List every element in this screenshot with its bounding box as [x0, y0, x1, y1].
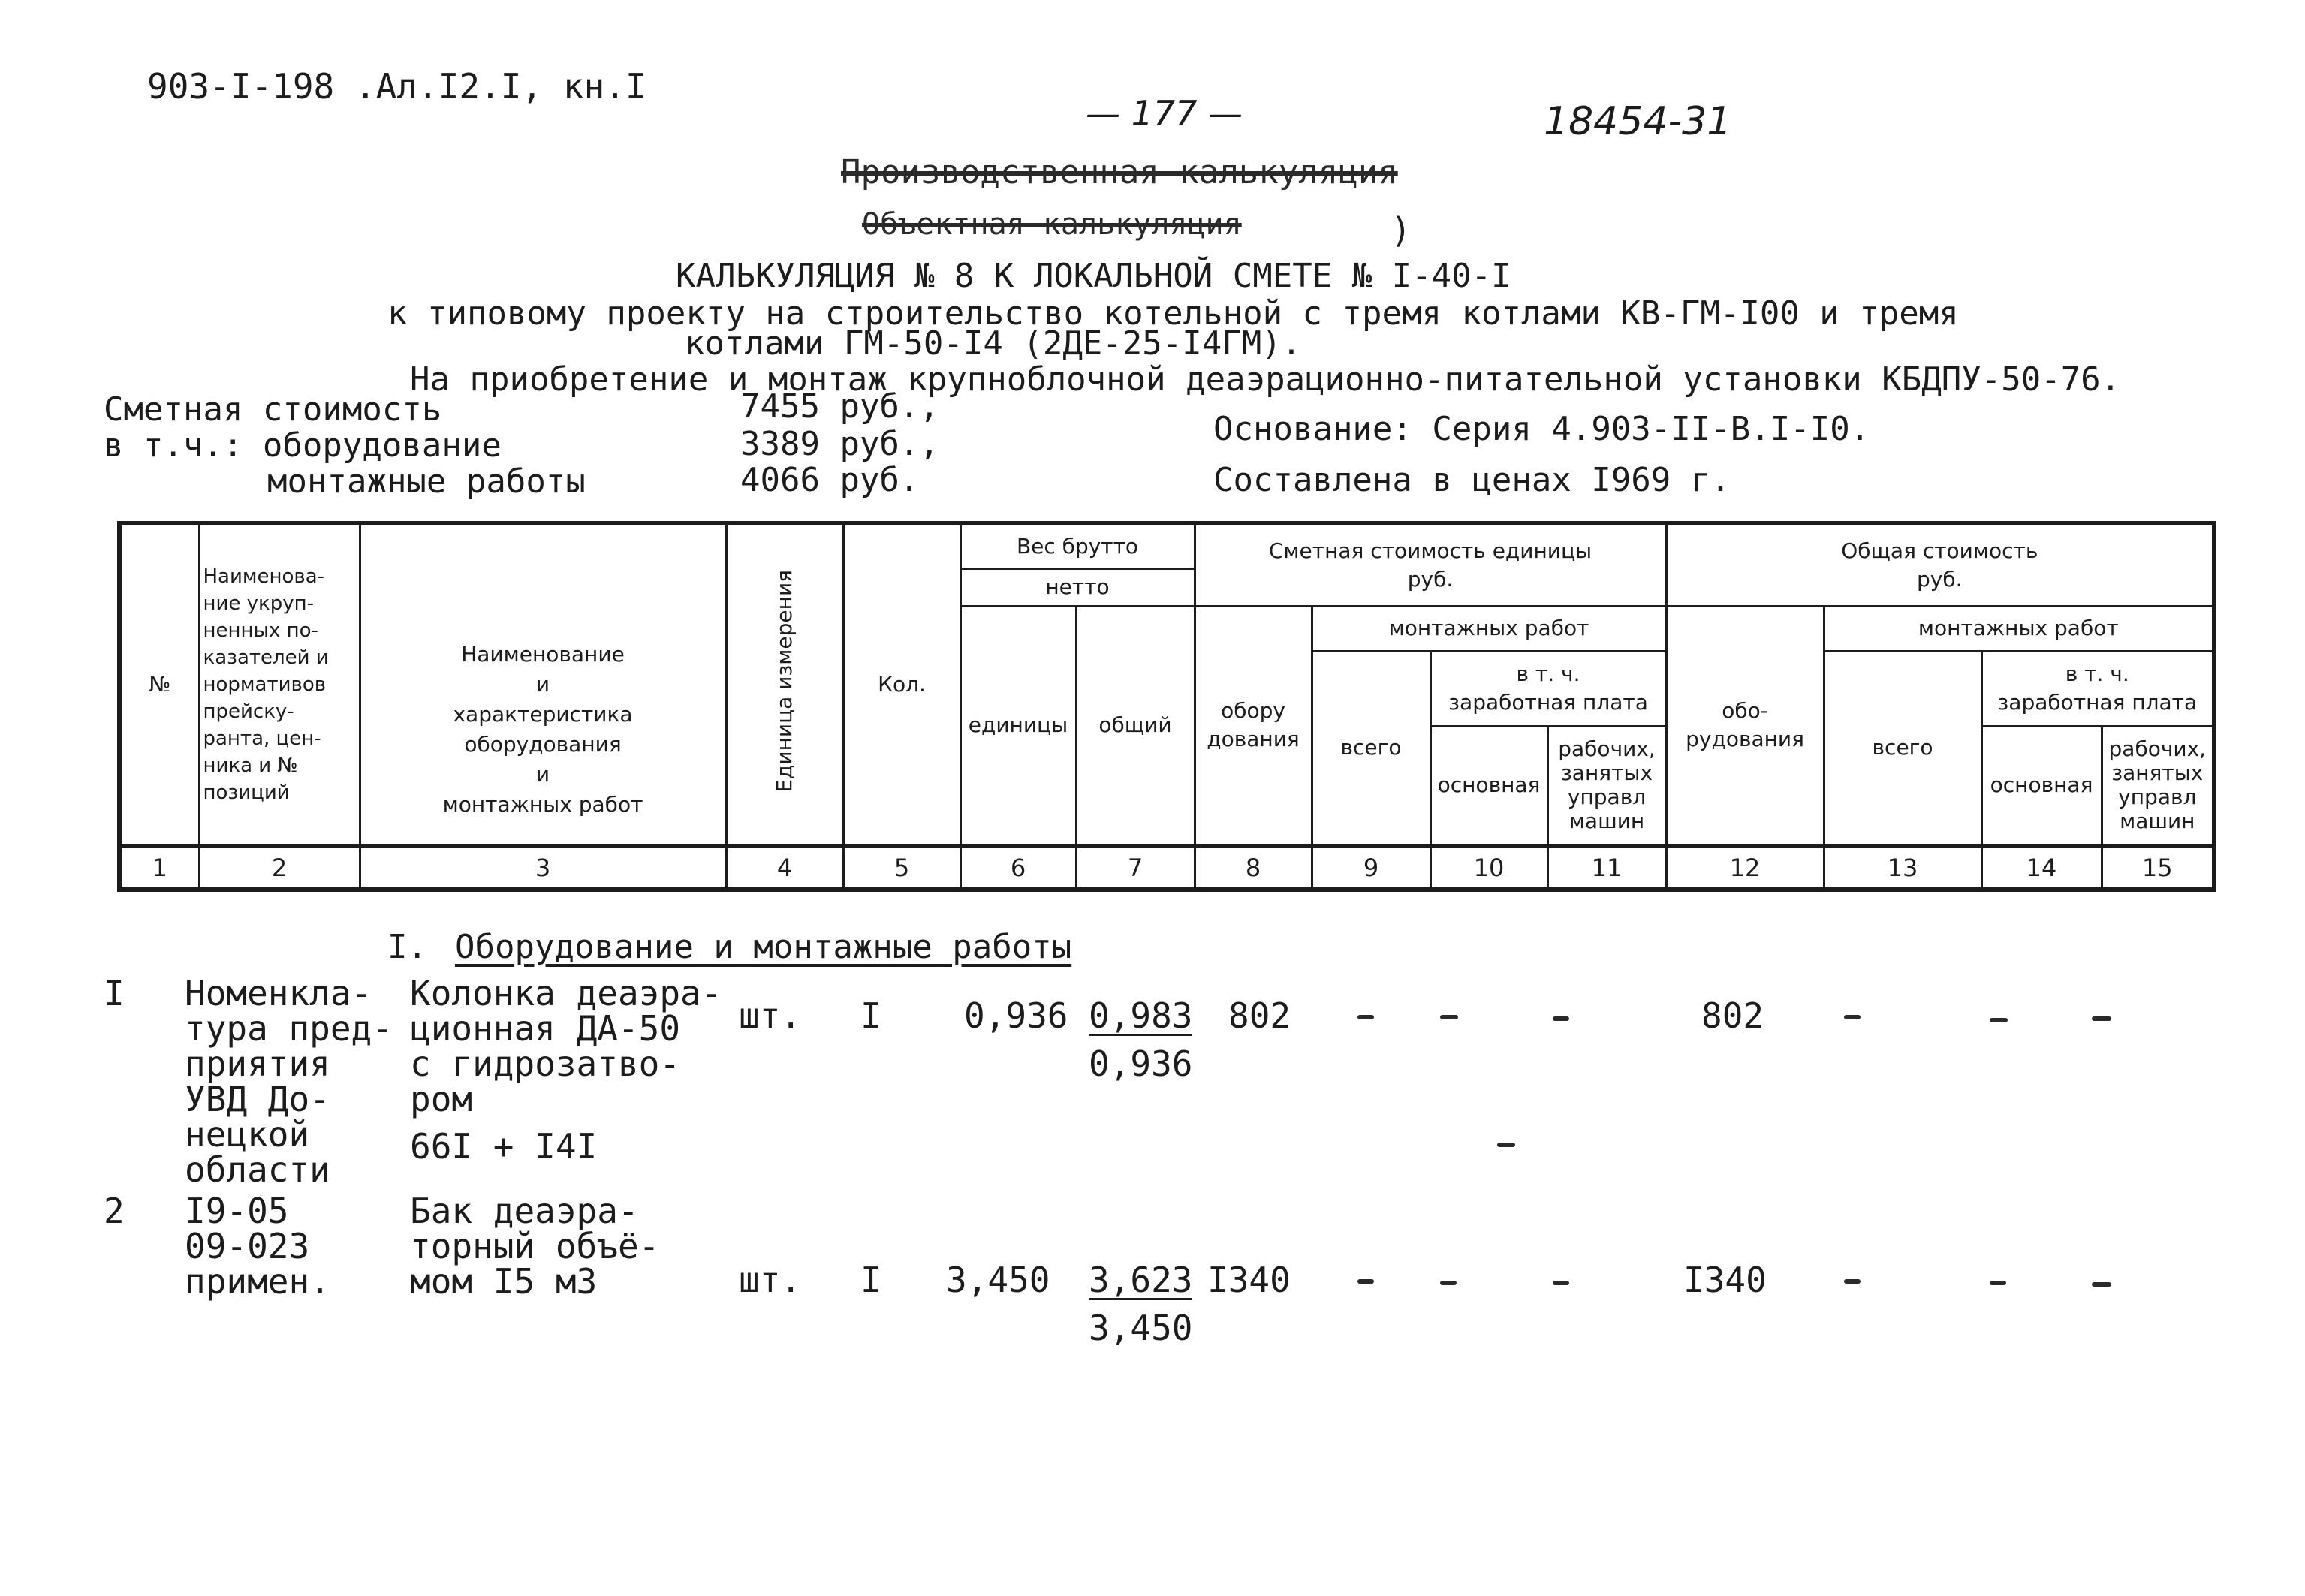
total-mounting-header: монтажных работ	[1824, 606, 2214, 651]
row2-dash-total-basic	[1990, 1281, 2006, 1285]
price-level-text: Составлена в ценах I969 г.	[1213, 461, 1731, 499]
row2-unit: шт.	[739, 1260, 802, 1300]
section-number: I.	[387, 928, 427, 966]
stamp-number: 18454-31	[1544, 99, 1732, 144]
row2-weight-unit: 3,450	[946, 1260, 1050, 1300]
col-index: 9	[1312, 846, 1430, 890]
basis-text: Основание: Серия 4.903-II-В.I-I0.	[1213, 410, 1870, 448]
row1-name-extra: 66I + I4I	[410, 1126, 598, 1167]
subtitle-line-2: котлами ГМ-50-I4 (2ДЕ-25-I4ГМ).	[685, 324, 1302, 363]
col-name-header: Наименование и характеристика оборудования и монтажных работ	[360, 523, 726, 846]
unit-wage-machine-header: рабочих, занятых управл машин	[1547, 726, 1666, 846]
unit-cost-header: Сметная стоимость единицы руб.	[1195, 523, 1666, 606]
total-mounting-all-header: всего	[1824, 651, 1981, 846]
struck-heading-1: Производственная калькуляция	[841, 153, 1398, 191]
bracket: )	[1391, 210, 1412, 251]
summary-value-total: 7455 руб.,	[740, 387, 939, 426]
summary-value-mounting: 4066 руб.	[740, 461, 920, 499]
col-unit-header	[726, 523, 843, 846]
row1-weight-unit: 0,936	[964, 995, 1068, 1036]
row1-dash-basic	[1440, 1015, 1458, 1019]
col-qty-header: Кол.	[843, 523, 960, 846]
col-index: 14	[1981, 846, 2102, 890]
row2-dash-mount	[1357, 1279, 1374, 1284]
row1-qty: I	[860, 995, 881, 1036]
col-index: 6	[960, 846, 1076, 890]
row2-dash-total-mount	[1844, 1279, 1861, 1284]
total-wage-machine-header: рабочих, занятых управл машин	[2102, 726, 2214, 846]
summary-label-equipment: в т.ч.: оборудование	[104, 426, 502, 465]
col-index: 7	[1076, 846, 1195, 890]
col-number-header: №	[119, 523, 199, 846]
row2-dash-machine	[1553, 1281, 1569, 1285]
row1-name: Колонка деаэра- ционная ДА-50 с гидрозатво- ром	[410, 973, 722, 1119]
weight-header: Вес брутто	[960, 523, 1195, 568]
row1-unit-equipment: 802	[1228, 995, 1291, 1036]
row2-dash-basic	[1440, 1281, 1457, 1285]
row1-dash-total-machine	[2092, 1016, 2111, 1021]
col-index: 2	[199, 846, 360, 890]
total-wage-header: в т. ч. заработная плата	[1981, 651, 2214, 726]
page-number: — 177 —	[1086, 93, 1243, 134]
unit-wage-basic-header: основная	[1430, 726, 1547, 846]
row2-weight-total: 3,623	[1089, 1260, 1193, 1300]
row2-number: 2	[104, 1191, 125, 1231]
summary-label-total: Сметная стоимость	[104, 390, 442, 429]
weight-unit-header: единицы	[960, 606, 1076, 846]
row1-dash-machine	[1553, 1016, 1569, 1021]
row2-qty: I	[860, 1260, 881, 1300]
col-index: 3	[360, 846, 726, 890]
col-index: 4	[726, 846, 843, 890]
unit-mounting-all-header: всего	[1312, 651, 1430, 846]
row2-total-equipment: I340	[1683, 1260, 1767, 1300]
weight-total-header: общий	[1076, 606, 1195, 846]
row2-unit-equipment: I340	[1207, 1260, 1291, 1300]
subtitle-line-3: На приобретение и монтаж крупноблочной деаэрационно-питательной установки КБДПУ-50-76.	[410, 360, 2121, 399]
unit-wage-header: в т. ч. заработная плата	[1430, 651, 1666, 726]
row1-dash-total-basic	[1990, 1018, 2008, 1022]
document-code: 903-I-198 .Ал.I2.I, кн.I	[147, 66, 646, 107]
row1-unit: шт.	[739, 995, 802, 1036]
col-index: 1	[119, 846, 199, 890]
section-title: Оборудование и монтажные работы	[455, 928, 1072, 966]
unit-header-text: Единица измерения	[772, 569, 797, 793]
row2-code: I9-05 09-023 примен.	[185, 1191, 330, 1302]
struck-heading-2: Объектная калькуляция	[862, 207, 1242, 242]
col-index: 13	[1824, 846, 1981, 890]
col-index: 15	[2102, 846, 2214, 890]
col-index: 10	[1430, 846, 1547, 890]
col-index: 8	[1195, 846, 1312, 890]
col-code-header: Наименова- ние укруп- ненных по- казателей и нормативов прейску- ранта, цен- ника и № позиций	[199, 523, 360, 846]
row1-code: Номенкла- тура пред- приятия УВД До- нецкой области	[185, 973, 393, 1190]
subtitle-line-1: к типовому проекту на строительство котельной с тремя котлами КВ-ГМ-I00 и тремя	[387, 294, 1959, 333]
row1-dash-mount	[1357, 1015, 1374, 1019]
row1-number: I	[104, 973, 125, 1013]
unit-mounting-header: монтажных работ	[1312, 606, 1666, 651]
row1-dash-note	[1497, 1143, 1515, 1147]
calculation-title: КАЛЬКУЛЯЦИЯ № 8 К ЛОКАЛЬНОЙ СМЕТЕ № I-40-I	[676, 257, 1511, 295]
row1-dash-total-mount	[1844, 1015, 1861, 1019]
col-index: 11	[1547, 846, 1666, 890]
row2-weight-net: 3,450	[1089, 1308, 1193, 1348]
row1-total-equipment: 802	[1701, 995, 1764, 1036]
summary-value-equipment: 3389 руб.,	[740, 425, 939, 463]
weight-net-header: нетто	[960, 568, 1195, 606]
unit-equipment-header: обору дования	[1195, 606, 1312, 846]
total-wage-basic-header: основная	[1981, 726, 2102, 846]
col-index: 5	[843, 846, 960, 890]
row1-weight-total: 0,983	[1089, 995, 1193, 1036]
summary-label-mounting: монтажные работы	[267, 462, 586, 501]
row2-dash-total-machine	[2092, 1282, 2111, 1287]
col-index: 12	[1666, 846, 1824, 890]
row2-name: Бак деаэра- торный объё- мом I5 м3	[410, 1191, 660, 1302]
estimate-table-header	[117, 521, 2216, 892]
total-cost-header: Общая стоимость руб.	[1666, 523, 2214, 606]
row1-weight-net: 0,936	[1089, 1043, 1193, 1084]
total-equipment-header: обо- рудования	[1666, 606, 1824, 846]
